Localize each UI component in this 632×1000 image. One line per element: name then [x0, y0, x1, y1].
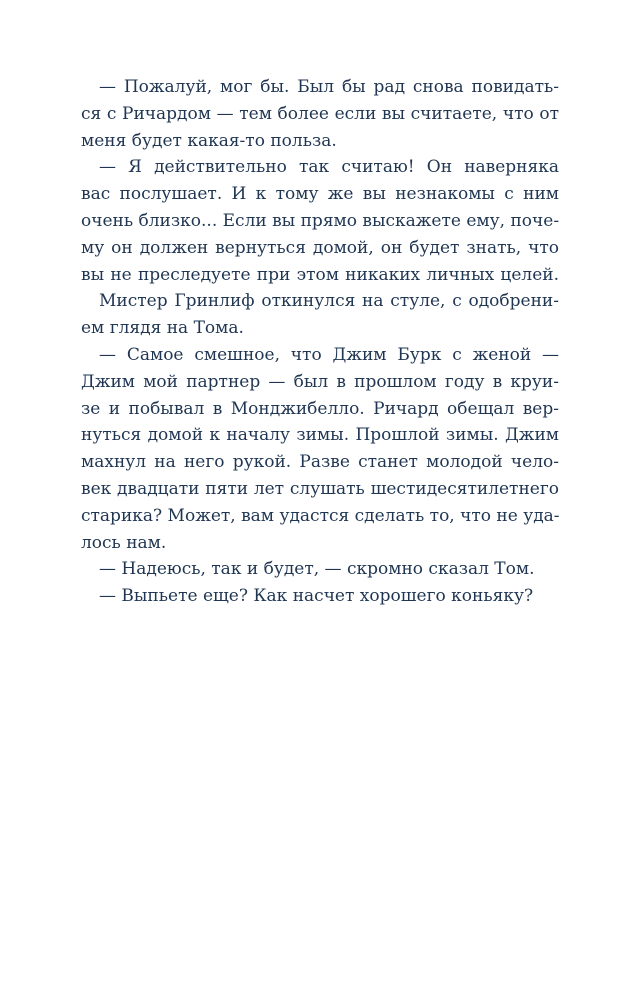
text-line: Джим мой партнер — был в прошлом году в круи-	[81, 371, 559, 392]
text-line: век двадцати пяти лет слушать шестидесятилетнего	[81, 478, 559, 499]
text-line: меня будет какая-то польза.	[81, 130, 337, 151]
text-line: ся с Ричардом — тем более если вы считаете, что от	[81, 103, 559, 124]
text-line: махнул на него рукой. Разве станет молодой чело-	[81, 452, 559, 473]
text-line: лось нам.	[81, 532, 167, 553]
text-line: вас послушает. И к тому же вы незнакомы с ним	[81, 184, 559, 205]
text-line: ем глядя на Тома.	[81, 318, 244, 339]
text-line: му он должен вернуться домой, он будет знать, что	[81, 237, 559, 258]
text-line: очень близко... Если вы прямо выскажете ему, поче-	[81, 210, 560, 231]
text-line: Мистер Гринлиф откинулся на стуле, с одобрени-	[99, 291, 559, 312]
text-line: — Выпьете еще? Как насчет хорошего коньяку?	[99, 586, 534, 607]
paragraph-5	[81, 556, 559, 583]
body-text	[81, 74, 559, 610]
paragraph-3	[81, 288, 559, 342]
text-line: зе и побывал в Монджибелло. Ричард обещал вер-	[81, 398, 559, 419]
text-line: — Надеюсь, так и будет, — скромно сказал Том.	[99, 559, 535, 580]
paragraph-2	[81, 154, 559, 288]
text-line: старика? Может, вам удастся сделать то, что не уда-	[81, 505, 560, 526]
paragraph-4	[81, 342, 559, 556]
paragraph-1	[81, 74, 559, 154]
text-line: вы не преследуете при этом никаких личных целей.	[81, 264, 559, 285]
text-line: — Я действительно так считаю! Он наверняка	[99, 157, 559, 178]
text-line: — Пожалуй, мог бы. Был бы рад снова повидать-	[99, 77, 559, 97]
text-line: — Самое смешное, что Джим Бурк с женой —	[99, 344, 559, 365]
paragraph-6	[81, 583, 559, 610]
text-line: нуться домой к началу зимы. Прошлой зимы. Джим	[81, 425, 559, 446]
